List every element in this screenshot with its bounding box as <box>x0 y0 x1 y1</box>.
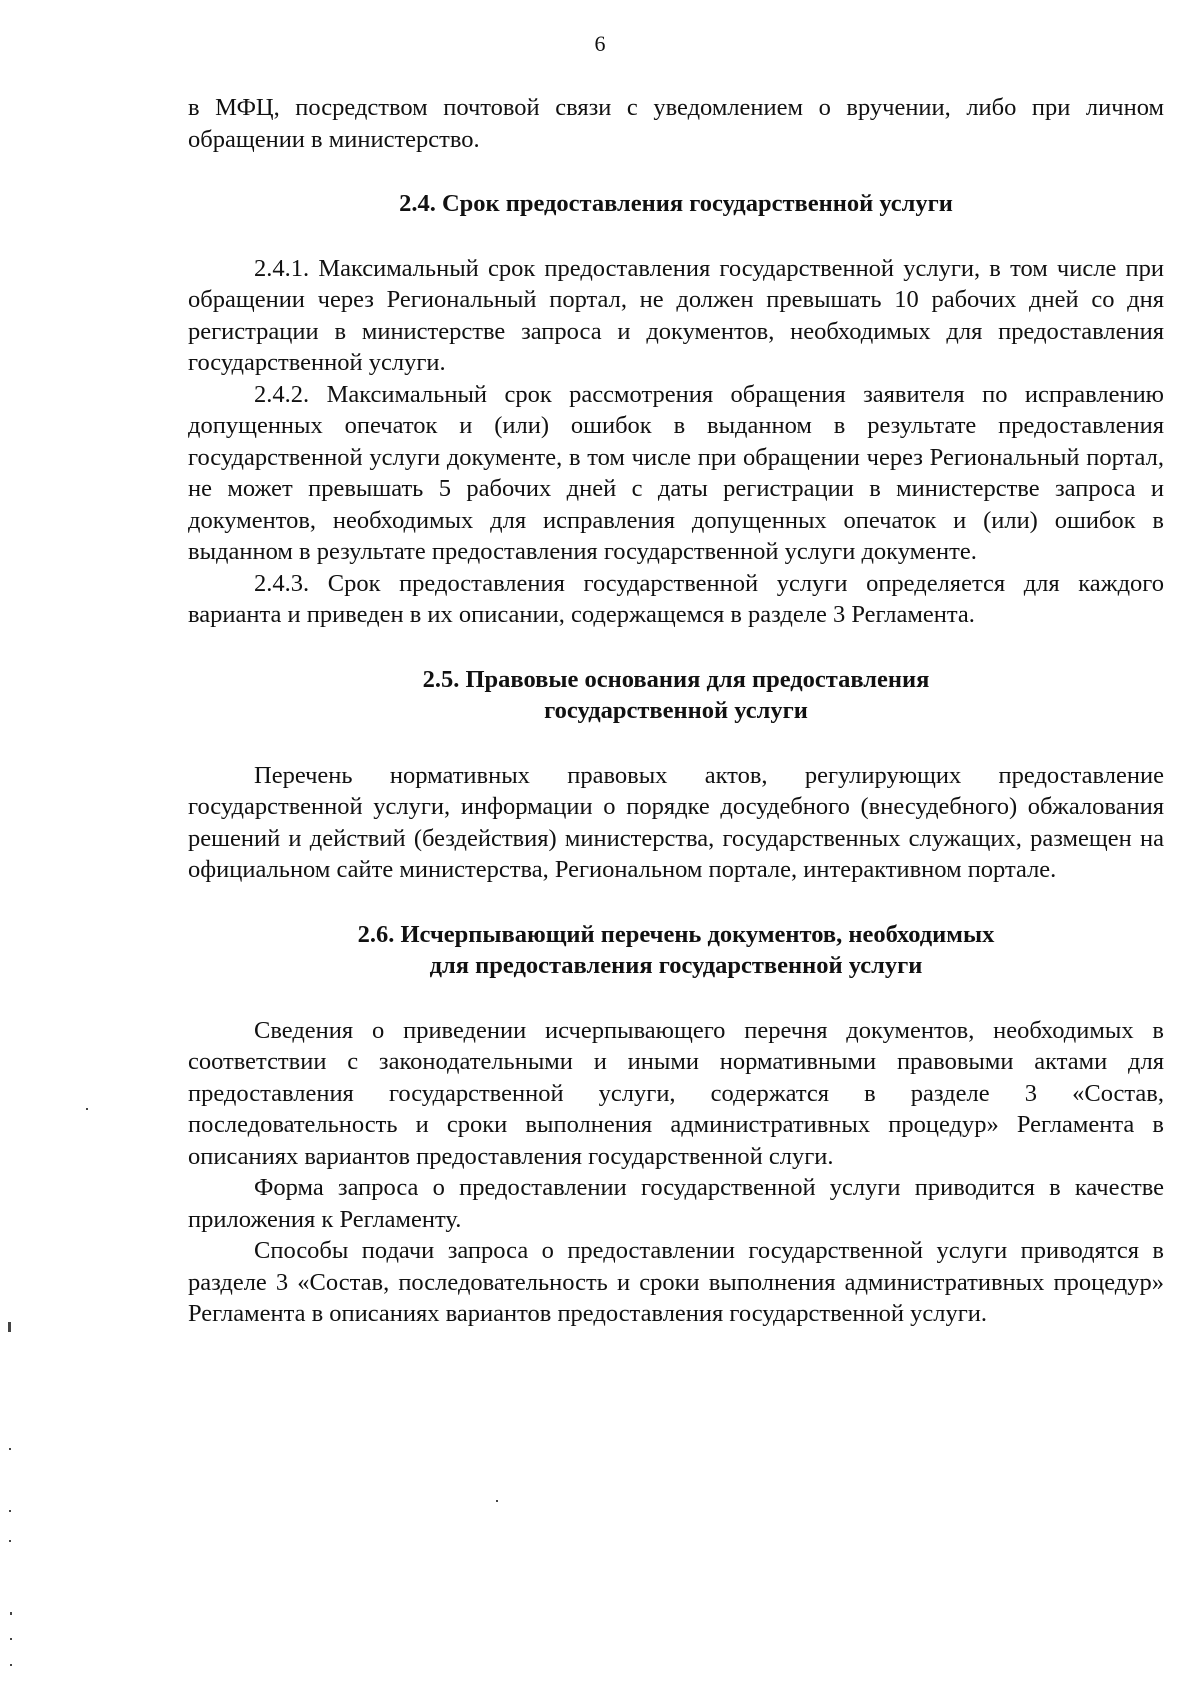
section-heading-2-6 <box>188 919 1164 982</box>
scan-mark <box>8 1322 11 1332</box>
scan-mark <box>10 1638 12 1640</box>
paragraph-2-5: Перечень нормативных правовых актов, регулирующих предоставление государственной услуги, информации о порядке досудебного (внесудебного) обжалования решений и действий (бездействия) министерства, государственных служащих, размещен на официальном сайте министерства, Региональном портале, интерактивном портале. <box>188 761 1164 883</box>
scan-mark <box>9 1448 11 1450</box>
scan-mark <box>9 1540 11 1542</box>
paragraph-2-4-1: 2.4.1. Максимальный срок предоставления государственной услуги, в том числе при обращении через Региональный портал, не должен превышать 10 рабочих дней со дня регистрации в министерстве запроса и документов, необходимых для предоставления государственной услуги. <box>188 254 1164 376</box>
scan-mark <box>496 1500 498 1502</box>
paragraph-2-6-form: Форма запроса о предоставлении государственной услуги приводится в качестве приложения к Регламенту. <box>188 1174 1164 1233</box>
paragraph-2-4-2: 2.4.2. Максимальный срок рассмотрения обращения заявителя по исправлению допущенных опечаток и (или) ошибок в выданном в результате предоставления государственной услуги документе, в том числе при обращении через Региональный портал, не может превышать 5 рабочих дней с даты регистрации в министерстве запроса и документов, необходимых для исправления допущенных опечаток и (или) ошибок в выданном в результате предоставления государственной услуги документе. <box>188 380 1164 565</box>
section-heading-2-6-line-2: для предоставления государственной услуги <box>429 952 923 979</box>
scan-mark <box>10 1612 12 1615</box>
page-number: 6 <box>594 31 606 56</box>
document-body <box>188 92 1164 1330</box>
paragraph-2-6-intro: Сведения о приведении исчерпывающего перечня документов, необходимых в соответствии с законодательными и иными нормативными правовыми актами для предоставления государственной услуги, содержатся в разделе 3 «Состав, последовательность и сроки выполнения административных процедур» Регламента в описаниях вариантов предоставления государственной слуги. <box>188 1016 1164 1170</box>
section-heading-2-5-line-2: государственной услуги <box>544 697 808 724</box>
section-heading-2-5-line-1: 2.5. Правовые основания для предоставления <box>422 665 930 693</box>
scan-mark <box>86 1108 88 1110</box>
scan-mark <box>10 1664 12 1666</box>
paragraph-2-6-submission: Способы подачи запроса о предоставлении государственной услуги приводятся в разделе 3 «Состав, последовательность и сроки выполнения административных процедур» Регламента в описаниях вариантов предоставления государственной услуги. <box>188 1237 1164 1327</box>
paragraph-2-4-3: 2.4.3. Срок предоставления государственной услуги определяется для каждого варианта и приведен в их описании, содержащемся в разделе 3 Регламента. <box>188 569 1164 628</box>
section-heading-2-5 <box>188 664 1164 727</box>
scan-mark <box>9 1510 11 1512</box>
paragraph-continuation: в МФЦ, посредством почтовой связи с уведомлением о вручении, либо при личном обращении в министерство. <box>188 94 1164 153</box>
section-heading-2-4: 2.4. Срок предоставления государственной услуги <box>399 190 953 217</box>
section-heading-2-6-line-1: 2.6. Исчерпывающий перечень документов, необходимых <box>357 920 995 948</box>
